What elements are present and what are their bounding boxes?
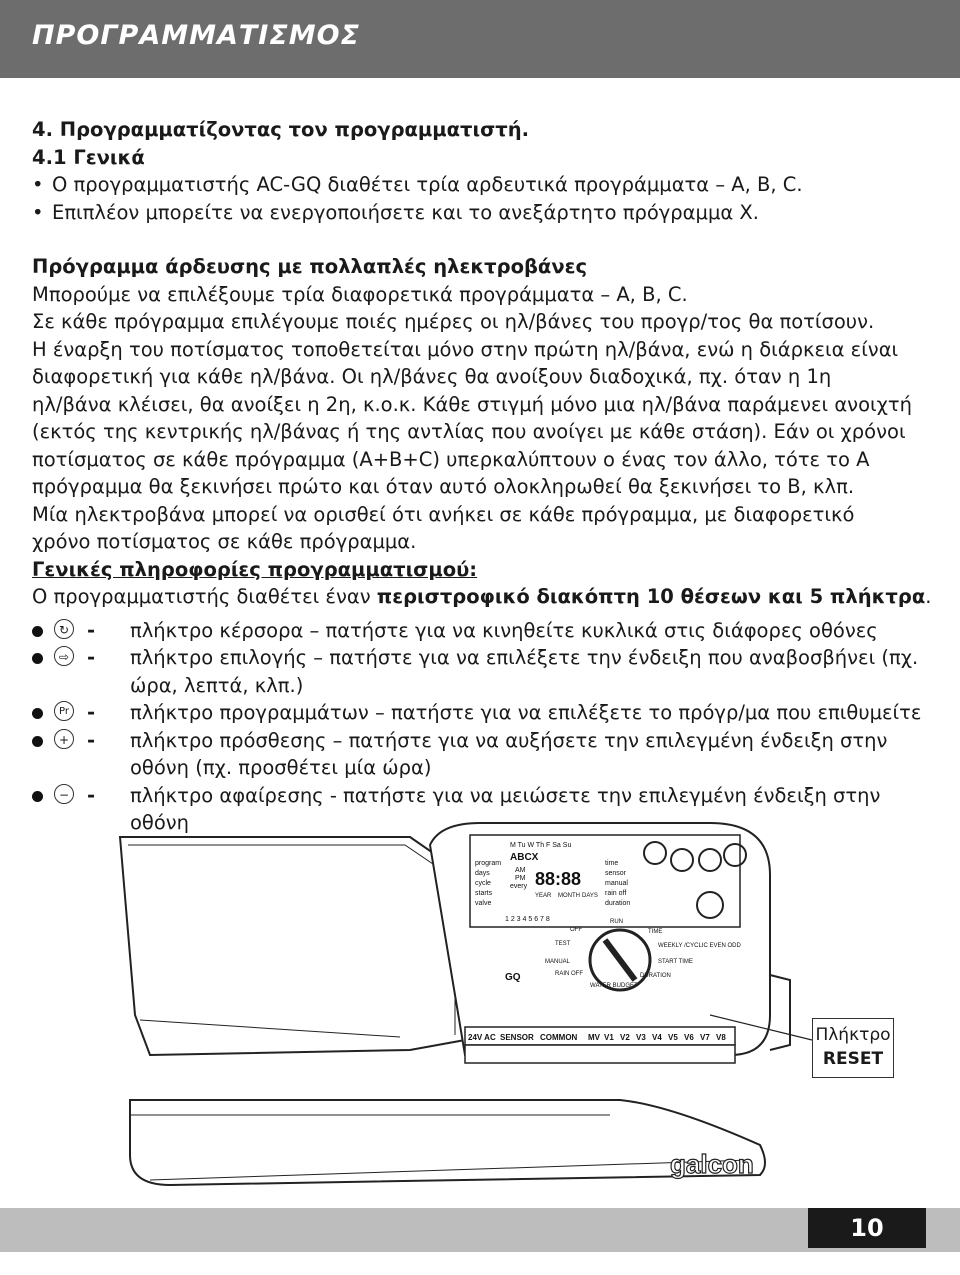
paragraph-line: Μπορούμε να επιλέξουμε τρία διαφορετικά προγράμματα – A, B, C. — [32, 282, 688, 306]
terminal-v2: V2 — [620, 1033, 630, 1042]
page-title: ΠΡΟΓΡΑΜΜΑΤΙΣΜΟΣ — [32, 20, 361, 51]
key-row-select — [32, 644, 932, 699]
intro-end: . — [925, 585, 932, 608]
valve-numbers: 1 2 3 4 5 6 7 8 — [505, 916, 550, 923]
label-starts: starts — [475, 890, 493, 897]
terminal-v6: V6 — [684, 1033, 694, 1042]
dial-run: RUN — [610, 919, 623, 925]
label-cycle: cycle — [475, 880, 491, 887]
lcd-letters: ABCX — [510, 852, 539, 863]
paragraph-line: Η έναρξη του ποτίσματος τοποθετείται μόνο στην πρώτη ηλ/βάνα, ενώ η διάρκεια είναι — [32, 337, 899, 361]
lcd-month: MONTH — [558, 893, 580, 899]
label-sensor: sensor — [605, 870, 627, 877]
terminal-v7: V7 — [700, 1033, 710, 1042]
bullet-dot-icon — [32, 708, 43, 719]
label-time: time — [605, 860, 619, 867]
terminal-sensor: SENSOR — [500, 1033, 534, 1042]
lcd-every: every — [510, 883, 528, 890]
label-valve: valve — [475, 900, 492, 907]
paragraph-line: ποτίσματος σε κάθε πρόγραμμα (A+B+C) υπερκαλύπτουν ο ένας τον άλλο, τότε το A — [32, 447, 870, 471]
brand-logo: galcon — [670, 1149, 754, 1179]
label-duration: duration — [605, 900, 631, 907]
terminal-mv: MV — [588, 1033, 600, 1042]
key-description: πλήκτρο πρόσθεσης – πατήστε για να αυξήσετε την επιλεγμένη ένδειξη στην — [130, 728, 888, 752]
terminal-v5: V5 — [668, 1033, 678, 1042]
minus-key-icon: − — [54, 784, 74, 804]
bullet-dot-icon — [32, 653, 43, 664]
intro-bold-text: περιστροφικό διακόπτη 10 θέσεων και 5 πλήκτρα — [376, 585, 926, 608]
multi-valve-heading: Πρόγραμμα άρδευσης με πολλαπλές ηλεκτροβάνες — [32, 255, 588, 278]
dial-water-budget: WATER BUDGET — [590, 983, 638, 989]
terminal-v8: V8 — [716, 1033, 726, 1042]
label-program: program — [475, 860, 502, 867]
terminal-v1: V1 — [604, 1033, 614, 1042]
label-days: days — [475, 870, 490, 877]
key-dash: - — [87, 728, 96, 752]
key-dash: - — [87, 701, 96, 724]
bullet-dot-icon — [32, 626, 43, 637]
label-manual: manual — [605, 880, 628, 887]
reset-label-bold: RESET — [822, 1049, 884, 1069]
paragraph-line: (εκτός της κεντρικής ηλ/βάνας ή της αντλίας που ανοίγει με κάθε στάση). Εάν οι χρόνοι — [32, 420, 906, 443]
key-dash: - — [87, 618, 96, 642]
lcd-days-row: M Tu W Th F Sa Su — [510, 842, 572, 849]
dial-rain-off: RAIN OFF — [555, 971, 583, 977]
lcd-year: YEAR — [535, 893, 552, 899]
dial-duration: DURATION — [640, 973, 671, 979]
paragraph-line: διαφορετική για κάθε ηλ/βάνα. Οι ηλ/βάνες θα ανοίξουν διαδοχικά, πχ. όταν η 1η — [32, 365, 832, 388]
terminal-v4: V4 — [652, 1033, 662, 1042]
general-info-heading: Γενικές πληροφορίες προγραμματισμού: — [32, 557, 478, 581]
key-row-cursor — [32, 617, 932, 645]
lcd-days: DAYS — [582, 893, 598, 899]
key-dash: - — [87, 783, 96, 807]
terminal-24vac: 24V AC — [468, 1033, 496, 1042]
paragraph-line: ηλ/βάνα κλέισει, θα ανοίξει η 2η, κ.ο.κ. Κάθε στιγμή μόνο μια ηλ/βάνα παράμενει ανοιχτή — [32, 392, 912, 416]
content — [32, 116, 932, 837]
section-heading: 4. Προγραμματίζοντας τον προγραμματιστή. — [32, 118, 529, 141]
reset-callout — [812, 1018, 894, 1078]
dial-weekly: WEEKLY /CYCLIC EVEN ODD — [658, 943, 741, 949]
brand-small: GQ — [505, 972, 521, 983]
lcd-am: AM — [515, 867, 526, 874]
bullet-item: • Ο προγραμματιστής AC-GQ διαθέτει τρία αρδευτικά προγράμματα – A, B, C. — [32, 171, 932, 199]
key-description: πλήκτρο αφαίρεσης - πατήστε για να μειώσετε την επιλεγμένη ένδειξη στην οθόνη — [130, 783, 881, 834]
lcd-digits: 88:88 — [535, 869, 582, 889]
general-info-intro — [32, 583, 932, 611]
paragraph-line: πρόγραμμα θα ξεκινήσει πρώτο και όταν αυτό ολοκληρωθεί θα ξεκινήσει το B, κλπ. — [32, 475, 855, 498]
bullet-item: • Επιπλέον μπορείτε να ενεργοποιήσετε και το ανεξάρτητο πρόγραμμα X. — [32, 199, 932, 227]
paragraph-line: Μία ηλεκτροβάνα μπορεί να ορισθεί ότι ανήκει σε κάθε πρόγραμμα, με διαφορετικό — [32, 502, 855, 526]
controller-illustration — [110, 815, 820, 1215]
dial-time: TIME — [648, 929, 663, 935]
dial-test: TEST — [555, 941, 571, 947]
reset-label: Πλήκτρο — [815, 1025, 891, 1045]
key-row-program — [32, 699, 932, 727]
key-description: πλήκτρο προγραμμάτων – πατήστε για να επιλέξετε το πρόγρ/μα που επιθυμείτε — [130, 701, 922, 724]
terminal-common: COMMON — [540, 1033, 578, 1042]
dial-off: OFF — [570, 927, 582, 933]
terminal-v3: V3 — [636, 1033, 646, 1042]
bullet-dot-icon — [32, 736, 43, 747]
key-dash: - — [87, 646, 96, 669]
lcd-pm: PM — [515, 875, 526, 882]
paragraph-line: Σε κάθε πρόγραμμα επιλέγουμε ποιές ημέρες οι ηλ/βάνες του προγρ/τος θα ποτίσουν. — [32, 310, 875, 333]
cursor-key-icon: ↻ — [54, 619, 74, 639]
section-subheading: 4.1 Γενικά — [32, 145, 145, 169]
page-number: 10 — [808, 1208, 926, 1248]
select-key-icon: ⇨ — [54, 646, 74, 666]
key-description: πλήκτρο κέρσορα – πατήστε για να κινηθείτε κυκλικά στις διάφορες οθόνες — [130, 618, 878, 642]
dial-manual: MANUAL — [545, 959, 571, 965]
label-rain-off: rain off — [605, 890, 627, 897]
dial-start-time: START TIME — [658, 959, 693, 965]
key-row-plus — [32, 727, 932, 782]
program-key-icon: Pr — [54, 701, 74, 721]
key-description: πλήκτρο επιλογής – πατήστε για να επιλέξετε την ένδειξη που αναβοσβήνει (πχ. — [130, 646, 919, 669]
key-description: οθόνη (πχ. προσθέτει μία ώρα) — [130, 756, 432, 779]
header-bar — [0, 0, 960, 78]
bullet-dot-icon — [32, 791, 43, 802]
paragraph-line: χρόνο ποτίσματος σε κάθε πρόγραμμα. — [32, 530, 417, 553]
key-description: ώρα, λεπτά, κλπ.) — [130, 673, 304, 697]
intro-text: Ο προγραμματιστής διαθέτει έναν — [32, 585, 377, 608]
plus-key-icon: + — [54, 729, 74, 749]
